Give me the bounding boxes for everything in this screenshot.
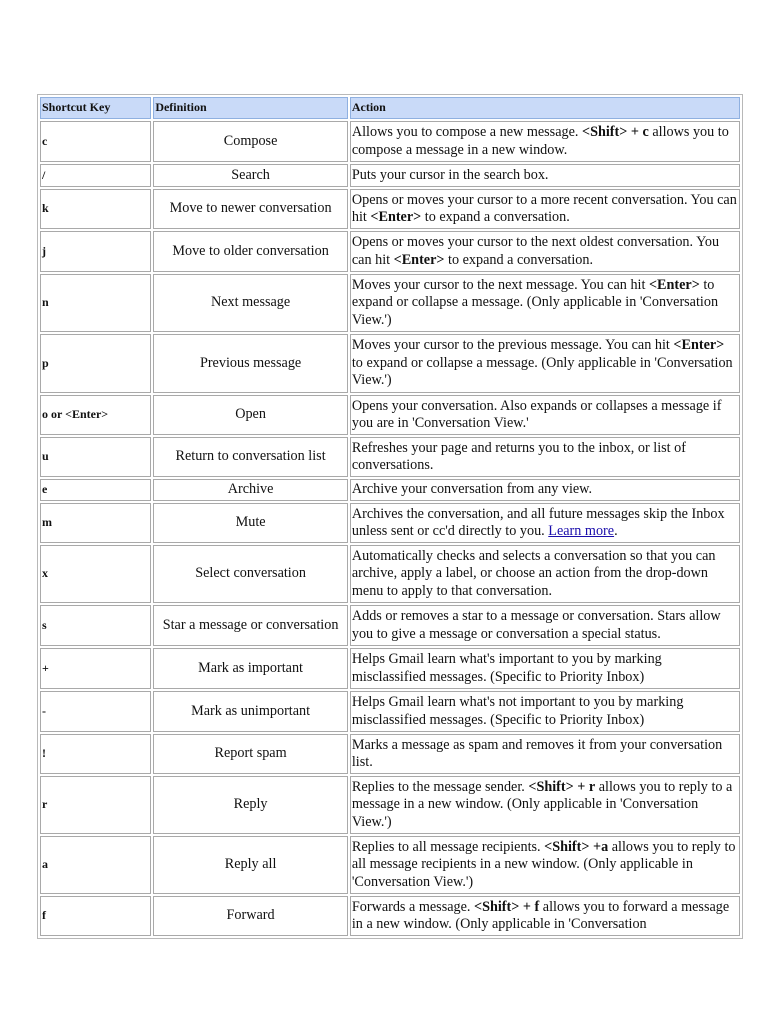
shortcut-key-cell: n [40,274,151,332]
header-definition: Definition [153,97,348,119]
table-row [40,896,740,936]
action-cell [350,231,740,272]
action-text: Moves your cursor to the previous message. You can hit [351,337,674,354]
table-row [40,503,740,543]
action-text: Opens your conversation. Also expands or collapses a message if you are in 'Conversation View.' [351,397,722,431]
definition-cell: Move to newer conversation [153,189,348,229]
shortcut-key-cell: j [40,231,151,272]
definition-cell: Mute [153,503,348,543]
table-row [40,164,740,187]
definition-cell: Mark as unimportant [153,691,348,732]
action-text: Helps Gmail learn what's not important to you by marking misclassified messages. (Specific to Priority Inbox) [351,694,684,728]
action-text: . [614,523,618,539]
definition-cell: Compose [153,121,348,162]
action-cell [350,545,740,603]
definition-cell: Previous message [153,334,348,393]
table-row [40,648,740,689]
action-cell [350,836,740,894]
action-text: Allows you to compose a new message. [351,124,582,140]
table-row [40,274,740,332]
header-shortcut-key: Shortcut Key [40,97,151,119]
shortcut-key-cell: u [40,437,151,477]
action-text: Moves your cursor to the next message. You can hit [351,276,649,293]
action-text: Archives the conversation, and all future messages skip the Inbox unless sent or cc'd directly to you. [351,505,725,539]
shortcut-key-cell: m [40,503,151,543]
table-row [40,334,740,393]
action-text: allows you to reply to a message in a new window. (Only applicable in 'Conversation View.') [351,778,733,830]
table-row [40,121,740,162]
definition-cell: Open [153,395,348,435]
action-cell [350,605,740,646]
table-row [40,734,740,774]
action-cell [350,437,740,477]
action-cell [350,189,740,229]
action-cell [350,503,740,543]
definition-cell: Report spam [153,734,348,774]
definition-cell: Star a message or conversation [153,605,348,646]
key-combo: <Enter> [673,337,725,354]
action-text: to expand a conversation. [444,251,593,268]
definition-cell: Next message [153,274,348,332]
action-cell [350,334,740,393]
action-text: to expand a conversation. [421,209,570,225]
action-text: Puts your cursor in the search box. [351,166,549,183]
action-cell [350,395,740,435]
table-row [40,437,740,477]
action-text: Opens or moves your cursor to a more recent conversation. You can hit [351,191,737,225]
shortcut-key-cell: r [40,776,151,834]
table-row [40,231,740,272]
shortcut-key-cell: x [40,545,151,603]
table-row [40,605,740,646]
action-cell [350,648,740,689]
shortcut-key-cell: a [40,836,151,894]
action-text: Refreshes your page and returns you to the inbox, or list of conversations. [351,439,686,473]
shortcut-key-cell: f [40,896,151,936]
definition-cell: Reply [153,776,348,834]
definition-cell: Move to older conversation [153,231,348,272]
action-cell [350,479,740,501]
shortcut-key-cell: - [40,691,151,732]
action-text: allows you to forward a message in a new window. (Only applicable in 'Conversation [351,898,730,932]
shortcut-key-cell: ! [40,734,151,774]
shortcut-key-cell: c [40,121,151,162]
shortcut-key-cell: / [40,164,151,187]
action-cell [350,896,740,936]
action-text: to expand or collapse a message. (Only applicable in 'Conversation View.') [351,276,719,328]
definition-cell: Select conversation [153,545,348,603]
action-text: Forwards a message. [351,898,474,915]
header-row [40,97,740,119]
definition-cell: Search [153,164,348,187]
action-cell [350,691,740,732]
table-row [40,776,740,834]
action-text: Replies to all message recipients. [351,838,545,855]
learn-more-link[interactable]: Learn more [548,523,615,539]
action-text: allows you to reply to all message recipients in a new window. (Only applicable in 'Conversation View.') [351,838,736,890]
action-text: Archive your conversation from any view. [351,481,593,498]
action-cell [350,776,740,834]
action-text: allows you to compose a message in a new window. [351,124,729,158]
action-text: Automatically checks and selects a conversation so that you can archive, apply a label, or choose an action from the drop-down menu to apply to that conversation. [351,547,716,599]
key-combo: <Enter> [370,209,422,225]
action-text: Marks a message as spam and removes it from your conversation list. [351,736,723,770]
action-text: Opens or moves your cursor to the next oldest conversation. You can hit [351,234,720,268]
shortcut-table [37,94,743,939]
shortcut-table-container [38,94,742,939]
table-row [40,836,740,894]
table-row [40,545,740,603]
key-combo: <Enter> [648,276,700,293]
key-combo: <Shift> + r [528,778,596,795]
key-combo: <Shift> +a [544,838,609,855]
shortcut-key-cell: k [40,189,151,229]
action-cell [350,274,740,332]
table-row [40,189,740,229]
table-row [40,395,740,435]
definition-cell: Forward [153,896,348,936]
shortcut-key-cell: + [40,648,151,689]
shortcut-key-cell: s [40,605,151,646]
header-action: Action [350,97,740,119]
action-text: Adds or removes a star to a message or conversation. Stars allow you to give a message or conversation a special status. [351,608,721,642]
table-row [40,691,740,732]
action-text: Helps Gmail learn what's important to you by marking misclassified messages. (Specific to Priority Inbox) [351,651,662,685]
definition-cell: Mark as important [153,648,348,689]
action-cell [350,734,740,774]
key-combo: <Shift> + f [474,898,540,915]
shortcut-key-cell: p [40,334,151,393]
shortcut-key-cell: o or <Enter> [40,395,151,435]
key-combo: <Shift> + c [581,124,649,140]
definition-cell: Archive [153,479,348,501]
action-text: Replies to the message sender. [351,778,529,795]
shortcut-key-cell: e [40,479,151,501]
action-cell [350,164,740,187]
definition-cell: Reply all [153,836,348,894]
key-combo: <Enter> [393,251,445,268]
table-row [40,479,740,501]
action-text: to expand or collapse a message. (Only applicable in 'Conversation View.') [351,354,733,389]
definition-cell: Return to conversation list [153,437,348,477]
action-cell [350,121,740,162]
